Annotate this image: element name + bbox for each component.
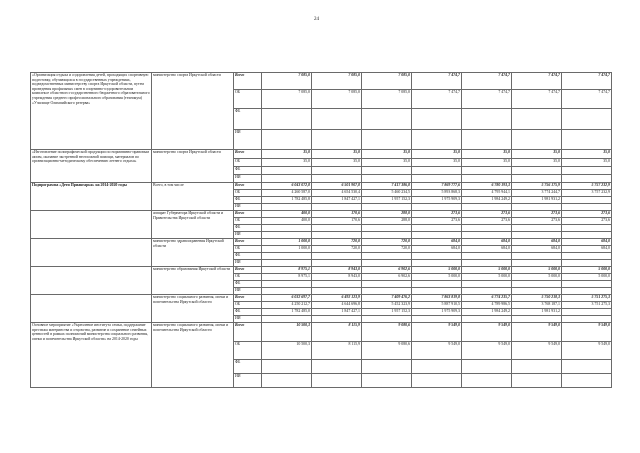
amount-cell: 5 000,0	[562, 274, 612, 281]
amount-cell	[462, 360, 512, 374]
amount-cell: 720,0	[362, 246, 412, 253]
amount-cell	[362, 225, 412, 232]
amount-cell: 35,0	[262, 150, 312, 159]
amount-cell: 684,0	[462, 239, 512, 246]
funding-source-cell: ОБ	[234, 190, 262, 197]
amount-cell	[412, 374, 462, 388]
amount-cell	[312, 281, 362, 288]
amount-cell	[462, 167, 512, 175]
amount-cell: 1 984 249,2	[462, 197, 512, 204]
funding-source-cell: Всего	[234, 239, 262, 246]
amount-cell	[312, 109, 362, 130]
amount-cell	[262, 232, 312, 239]
amount-cell: 9 549,0	[412, 323, 462, 342]
amount-cell	[412, 253, 462, 260]
amount-cell	[312, 316, 362, 323]
amount-cell: 6 780 193,3	[462, 183, 512, 190]
amount-cell: 8 975,1	[262, 267, 312, 274]
budget-table	[30, 72, 612, 388]
amount-cell: 684,0	[462, 246, 512, 253]
executor-cell: министерство спорта Иркутской области	[152, 150, 234, 183]
funding-source-cell: ОБ	[234, 159, 262, 167]
amount-cell: 35,0	[312, 150, 362, 159]
amount-cell: 3 768 187,1	[512, 302, 562, 309]
amount-cell	[312, 167, 362, 175]
amount-cell: 35,0	[312, 159, 362, 167]
amount-cell: 4 250 212,7	[262, 302, 312, 309]
amount-cell	[512, 130, 562, 150]
amount-cell: 35,0	[512, 159, 562, 167]
amount-cell: 273,6	[412, 211, 462, 218]
amount-cell	[462, 204, 512, 211]
amount-cell: 7 085,0	[312, 90, 362, 109]
amount-cell: 5 000,0	[412, 274, 462, 281]
amount-cell: 35,0	[462, 150, 512, 159]
funding-source-cell: ИИ	[234, 288, 262, 295]
table-row	[31, 267, 612, 274]
funding-source-cell: ФБ	[234, 225, 262, 232]
amount-cell: 7 474,7	[512, 73, 562, 90]
table-row	[31, 295, 612, 302]
amount-cell	[362, 281, 412, 288]
amount-cell	[462, 225, 512, 232]
amount-cell	[362, 316, 412, 323]
amount-cell: 684,0	[412, 246, 462, 253]
amount-cell: 9 549,0	[412, 342, 462, 360]
amount-cell	[362, 253, 412, 260]
amount-cell: 7 085,0	[362, 73, 412, 90]
amount-cell	[362, 232, 412, 239]
amount-cell: 1 957 152,3	[362, 197, 412, 204]
amount-cell: 288,0	[362, 211, 412, 218]
amount-cell: 684,0	[512, 239, 562, 246]
amount-cell	[462, 130, 512, 150]
executor-cell: Всего, в том числе	[152, 183, 234, 211]
amount-cell: 8 943,0	[312, 267, 362, 274]
funding-source-cell: ИИ	[234, 260, 262, 267]
amount-cell: 7 474,7	[562, 90, 612, 109]
funding-source-cell: ОБ	[234, 218, 262, 225]
amount-cell: 35,0	[362, 159, 412, 167]
amount-cell: 684,0	[512, 246, 562, 253]
amount-cell	[262, 130, 312, 150]
amount-cell	[312, 175, 362, 183]
amount-cell	[412, 316, 462, 323]
amount-cell	[562, 175, 612, 183]
amount-cell: 720,0	[312, 239, 362, 246]
amount-cell: 8 975,1	[262, 274, 312, 281]
amount-cell	[412, 232, 462, 239]
amount-cell: 6 043 072,8	[262, 183, 312, 190]
funding-source-cell: Всего	[234, 267, 262, 274]
amount-cell: 7 474,7	[462, 73, 512, 90]
amount-cell: 1 847 427,1	[312, 197, 362, 204]
table-row	[31, 323, 612, 342]
amount-cell	[512, 232, 562, 239]
amount-cell: 5 757 232,9	[562, 183, 612, 190]
amount-cell: 684,0	[562, 239, 612, 246]
amount-cell	[362, 360, 412, 374]
amount-cell: 35,0	[362, 150, 412, 159]
amount-cell	[562, 281, 612, 288]
amount-cell: 9 549,0	[562, 342, 612, 360]
amount-cell	[412, 204, 462, 211]
funding-source-cell: ОБ	[234, 342, 262, 360]
amount-cell	[362, 288, 412, 295]
amount-cell: 1 782 485,0	[262, 309, 312, 316]
amount-cell: 3 751 275,3	[562, 302, 612, 309]
amount-cell: 7 085,0	[362, 90, 412, 109]
amount-cell	[262, 204, 312, 211]
amount-cell: 9 549,0	[462, 323, 512, 342]
amount-cell: 5 000,0	[512, 274, 562, 281]
funding-source-cell: ФБ	[234, 253, 262, 260]
amount-cell: 3 757 232,9	[562, 190, 612, 197]
amount-cell: 35,0	[262, 159, 312, 167]
amount-cell: 400,0	[262, 218, 312, 225]
amount-cell	[562, 309, 612, 316]
amount-cell: 5 893 868,3	[412, 190, 462, 197]
amount-cell: 4 260 587,0	[262, 190, 312, 197]
amount-cell	[262, 253, 312, 260]
amount-cell	[362, 260, 412, 267]
funding-source-cell: ИИ	[234, 232, 262, 239]
amount-cell	[312, 260, 362, 267]
amount-cell	[412, 360, 462, 374]
amount-cell: 35,0	[562, 150, 612, 159]
amount-cell	[262, 374, 312, 388]
amount-cell: 35,0	[412, 159, 462, 167]
amount-cell: 1 981 931,2	[512, 197, 562, 204]
executor-cell: министерство спорта Иркутской области	[152, 73, 234, 150]
amount-cell	[312, 130, 362, 150]
amount-cell	[362, 175, 412, 183]
amount-cell: 7 474,7	[512, 90, 562, 109]
executor-cell: аппарат Губернатора Иркутской области и Правительства Иркутской области	[152, 211, 234, 239]
amount-cell: 7 869 777,6	[412, 183, 462, 190]
amount-cell: 8 115,9	[312, 323, 362, 342]
activity-description	[31, 295, 152, 323]
amount-cell: 35,0	[562, 159, 612, 167]
amount-cell	[412, 288, 462, 295]
amount-cell: 35,0	[462, 159, 512, 167]
amount-cell: 10 500,3	[262, 323, 312, 342]
funding-source-cell: ФБ	[234, 281, 262, 288]
amount-cell: 7 417 386,8	[362, 183, 412, 190]
funding-source-cell: ИИ	[234, 130, 262, 150]
amount-cell	[312, 225, 362, 232]
amount-cell	[412, 167, 462, 175]
amount-cell	[562, 197, 612, 204]
amount-cell: 5 452 323,9	[362, 302, 412, 309]
amount-cell: 273,6	[562, 218, 612, 225]
amount-cell: 288,0	[362, 218, 412, 225]
amount-cell	[512, 109, 562, 130]
amount-cell: 1 782 485,8	[262, 197, 312, 204]
amount-cell	[462, 232, 512, 239]
amount-cell	[262, 288, 312, 295]
amount-cell	[562, 374, 612, 388]
amount-cell	[562, 167, 612, 175]
amount-cell	[512, 360, 562, 374]
amount-cell: 5 000,0	[462, 267, 512, 274]
amount-cell: 7 085,0	[262, 90, 312, 109]
amount-cell	[462, 109, 512, 130]
amount-cell: 1 957 152,3	[362, 309, 412, 316]
amount-cell: 6 902,6	[362, 267, 412, 274]
amount-cell	[362, 204, 412, 211]
amount-cell: 7 474,7	[462, 90, 512, 109]
amount-cell: 9 080,6	[362, 342, 412, 360]
amount-cell: 273,6	[512, 218, 562, 225]
amount-cell: 8 115,9	[312, 342, 362, 360]
amount-cell	[462, 281, 512, 288]
amount-cell	[312, 360, 362, 374]
amount-cell	[262, 225, 312, 232]
amount-cell: 4 789 986,5	[462, 302, 512, 309]
amount-cell	[562, 225, 612, 232]
amount-cell	[562, 288, 612, 295]
amount-cell: 5 000,0	[562, 267, 612, 274]
executor-cell: министерство социального развития, опеки и попечительства Иркутской области	[152, 295, 234, 323]
amount-cell	[312, 232, 362, 239]
table-row	[31, 239, 612, 246]
amount-cell: 7 474,7	[412, 73, 462, 90]
amount-cell	[362, 374, 412, 388]
amount-cell	[562, 130, 612, 150]
amount-cell: 5 460 234,5	[362, 190, 412, 197]
activity-description: «Изготовление полиграфической продукции по нормативно-правовым актам, оказание экстренной неотложной помощи, материалов по организационно-методическому обеспечению летнего отдыха»	[31, 150, 152, 183]
amount-cell: 5 000,0	[462, 274, 512, 281]
amount-cell: 1 975 909,3	[412, 309, 462, 316]
table-row	[31, 183, 612, 190]
amount-cell: 9 549,0	[512, 342, 562, 360]
amount-cell	[312, 204, 362, 211]
amount-cell	[562, 109, 612, 130]
amount-cell	[412, 225, 462, 232]
amount-cell: 6 501 907,8	[312, 183, 362, 190]
amount-cell: 10 500,3	[262, 342, 312, 360]
amount-cell	[462, 175, 512, 183]
executor-cell: министерство образования Иркутской области	[152, 267, 234, 295]
amount-cell	[512, 204, 562, 211]
amount-cell	[512, 374, 562, 388]
amount-cell: 7 474,7	[412, 90, 462, 109]
amount-cell	[312, 374, 362, 388]
amount-cell	[362, 109, 412, 130]
amount-cell: 7 409 476,2	[362, 295, 412, 302]
amount-cell: 1 975 909,3	[412, 197, 462, 204]
funding-source-cell: ИИ	[234, 316, 262, 323]
amount-cell: 6 032 697,7	[262, 295, 312, 302]
funding-source-cell: ИИ	[234, 374, 262, 388]
amount-cell: 273,6	[512, 211, 562, 218]
amount-cell: 1 847 427,1	[312, 309, 362, 316]
amount-cell: 5 756 175,9	[512, 183, 562, 190]
amount-cell: 9 080,6	[362, 323, 412, 342]
funding-source-cell: ОБ	[234, 274, 262, 281]
amount-cell: 5 751 275,3	[562, 295, 612, 302]
table-row	[31, 73, 612, 90]
amount-cell	[512, 260, 562, 267]
funding-source-cell: ФБ	[234, 309, 262, 316]
funding-source-cell: ФБ	[234, 360, 262, 374]
funding-source-cell: Всего	[234, 73, 262, 90]
amount-cell	[512, 288, 562, 295]
page-number: 24	[314, 17, 319, 22]
amount-cell	[262, 167, 312, 175]
amount-cell: 273,6	[462, 218, 512, 225]
amount-cell: 720,0	[362, 239, 412, 246]
amount-cell	[562, 260, 612, 267]
amount-cell	[362, 167, 412, 175]
funding-source-cell: ОБ	[234, 302, 262, 309]
amount-cell	[412, 109, 462, 130]
amount-cell	[562, 316, 612, 323]
funding-source-cell: Всего	[234, 323, 262, 342]
activity-description: Основное мероприятие «Укрепление института семьи, поддержание престижа материнства и отцовства, развитие и сохранение семейных ценностей в рамках полномочий министерства социального развития, опеки и попечительства Иркутской области» на 2014-2020 годы	[31, 323, 152, 388]
funding-source-cell: ИИ	[234, 204, 262, 211]
amount-cell	[562, 253, 612, 260]
amount-cell: 7 863 819,8	[412, 295, 462, 302]
executor-cell: министерство здравоохранения Иркутской области	[152, 239, 234, 267]
amount-cell: 4 795 944,1	[462, 190, 512, 197]
amount-cell: 9 549,0	[512, 323, 562, 342]
amount-cell	[412, 260, 462, 267]
amount-cell: 1 984 249,2	[462, 309, 512, 316]
table-row	[31, 150, 612, 159]
amount-cell	[462, 253, 512, 260]
executor-cell: министерство социального развития, опеки и попечительства Иркутской области	[152, 323, 234, 388]
amount-cell: 7 085,0	[312, 73, 362, 90]
amount-cell	[462, 374, 512, 388]
amount-cell: 1 000,0	[262, 246, 312, 253]
amount-cell: 170,6	[312, 211, 362, 218]
activity-description	[31, 239, 152, 267]
amount-cell	[362, 130, 412, 150]
amount-cell	[512, 167, 562, 175]
amount-cell	[412, 175, 462, 183]
amount-cell	[512, 316, 562, 323]
amount-cell: 6 902,6	[362, 274, 412, 281]
amount-cell: 5 887 910,5	[412, 302, 462, 309]
amount-cell: 684,0	[562, 246, 612, 253]
funding-source-cell: ИИ	[234, 175, 262, 183]
amount-cell: 7 474,7	[562, 73, 612, 90]
amount-cell: 5 000,0	[512, 267, 562, 274]
amount-cell: 3 774 244,7	[512, 190, 562, 197]
amount-cell: 5 000,0	[412, 267, 462, 274]
amount-cell: 8 943,0	[312, 274, 362, 281]
activity-description: «Организация отдыха и оздоровления детей, проходящих спортивную подготовку, обучающихся в государственных учреждениях, подведомственных министерству спорта Иркутской области, путем проведения профильных смен в спортивно-оздоровительном комплексе областного государственного бюджетного образовательного учреждения среднего профессионального образования (техникум) «Училище Олимпийского резерва»	[31, 73, 152, 150]
funding-source-cell: Всего	[234, 295, 262, 302]
amount-cell: 6 492 123,9	[312, 295, 362, 302]
funding-source-cell: ФБ	[234, 197, 262, 204]
activity-description	[31, 211, 152, 239]
amount-cell: 170,6	[312, 218, 362, 225]
amount-cell: 684,0	[412, 239, 462, 246]
amount-cell: 7 085,0	[262, 73, 312, 90]
funding-source-cell: ФБ	[234, 167, 262, 175]
amount-cell	[562, 232, 612, 239]
amount-cell: 273,6	[562, 211, 612, 218]
amount-cell	[512, 281, 562, 288]
amount-cell	[262, 281, 312, 288]
amount-cell	[262, 175, 312, 183]
amount-cell	[262, 360, 312, 374]
amount-cell: 6 774 235,7	[462, 295, 512, 302]
funding-source-cell: ОБ	[234, 246, 262, 253]
amount-cell	[312, 288, 362, 295]
amount-cell	[412, 130, 462, 150]
amount-cell: 4 654 530,4	[312, 190, 362, 197]
funding-source-cell: ОБ	[234, 90, 262, 109]
amount-cell: 35,0	[412, 150, 462, 159]
amount-cell	[562, 204, 612, 211]
amount-cell: 720,0	[312, 246, 362, 253]
amount-cell: 9 549,0	[462, 342, 512, 360]
amount-cell	[562, 360, 612, 374]
funding-source-cell: Всего	[234, 211, 262, 218]
amount-cell	[262, 316, 312, 323]
amount-cell	[412, 281, 462, 288]
amount-cell	[462, 260, 512, 267]
amount-cell: 5 750 218,3	[512, 295, 562, 302]
amount-cell: 273,6	[412, 218, 462, 225]
table-row	[31, 211, 612, 218]
activity-description	[31, 267, 152, 295]
amount-cell	[512, 225, 562, 232]
amount-cell: 273,6	[462, 211, 512, 218]
amount-cell: 35,0	[512, 150, 562, 159]
activity-description: Подпрограмма «Дети Приангарья» на 2014-2020 годы	[31, 183, 152, 211]
amount-cell	[262, 109, 312, 130]
amount-cell	[512, 253, 562, 260]
amount-cell	[462, 316, 512, 323]
funding-source-cell: ФБ	[234, 109, 262, 130]
amount-cell: 400,0	[262, 211, 312, 218]
amount-cell	[262, 260, 312, 267]
amount-cell	[512, 175, 562, 183]
amount-cell: 9 549,0	[562, 323, 612, 342]
amount-cell: 1 000,0	[262, 239, 312, 246]
amount-cell: 1 981 931,2	[512, 309, 562, 316]
amount-cell: 4 644 696,8	[312, 302, 362, 309]
amount-cell	[312, 253, 362, 260]
funding-source-cell: Всего	[234, 183, 262, 190]
funding-source-cell: Всего	[234, 150, 262, 159]
amount-cell	[462, 288, 512, 295]
